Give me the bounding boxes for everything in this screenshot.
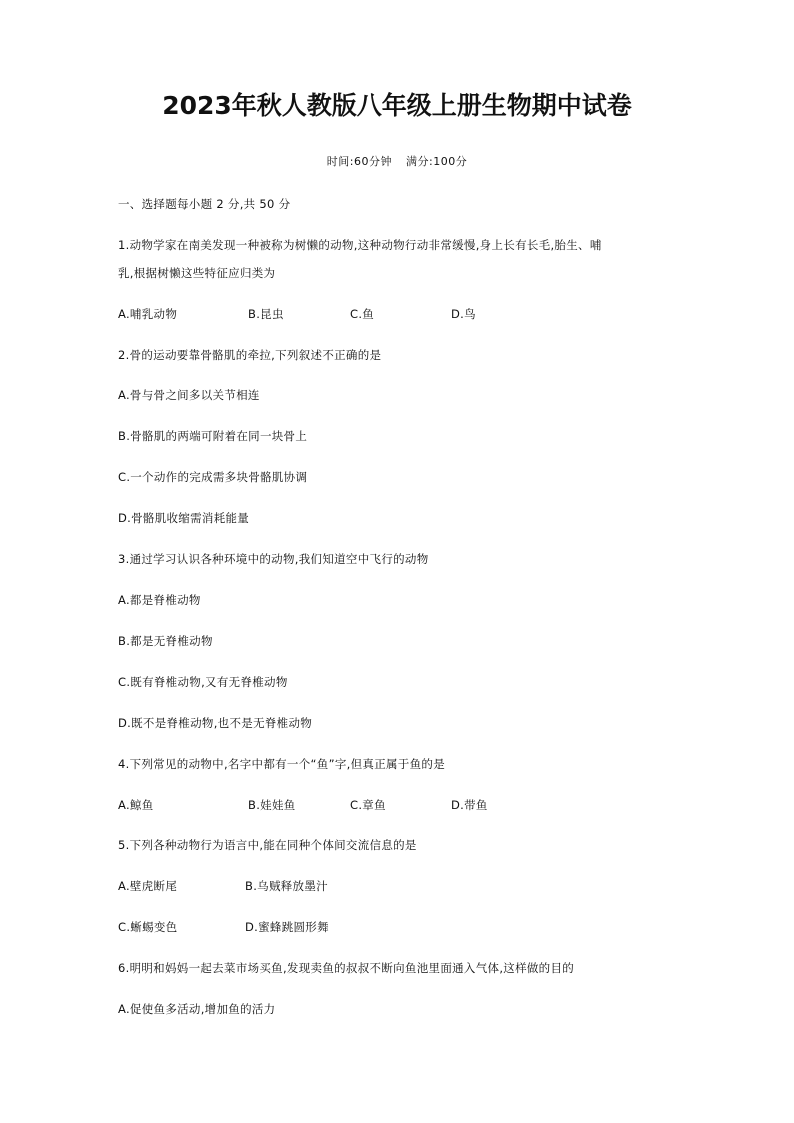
exam-score: 满分:100分 [406,155,468,168]
q2-option-a: A.骨与骨之间多以关节相连 [118,388,260,402]
q3-option-b: B.都是无脊椎动物 [118,634,213,648]
q5-option-b: B.乌贼释放墨汁 [245,879,328,893]
q2-option-b: B.骨骼肌的两端可附着在同一块骨上 [118,429,308,443]
q1-option-d: D.鸟 [451,307,476,321]
q2-option-d: D.骨骼肌收缩需消耗能量 [118,511,250,525]
q2-option-c: C.一个动作的完成需多块骨骼肌协调 [118,470,308,484]
question-5-stem: 5.下列各种动物行为语言中,能在同种个体间交流信息的是 [118,838,417,852]
exam-title: 2023年秋人教版八年级上册生物期中试卷 [162,91,632,120]
q4-option-c: C.章鱼 [350,798,386,812]
q3-option-c: C.既有脊椎动物,又有无脊椎动物 [118,675,288,689]
section-heading: 一、选择题每小题 2 分,共 50 分 [118,197,291,211]
question-6-stem: 6.明明和妈妈一起去菜市场买鱼,发现卖鱼的叔叔不断向鱼池里面通入气体,这样做的目的 [118,961,575,975]
q1-option-c: C.鱼 [350,307,375,321]
q3-option-d: D.既不是脊椎动物,也不是无脊椎动物 [118,716,313,730]
q5-option-d: D.蜜蜂跳圆形舞 [245,920,329,934]
question-1-line-2: 乳,根据树懒这些特征应归类为 [118,266,276,280]
question-2-stem: 2.骨的运动要靠骨骼肌的牵拉,下列叙述不正确的是 [118,348,382,362]
q5-option-c: C.蜥蜴变色 [118,920,178,934]
q1-option-a: A.哺乳动物 [118,307,178,321]
q4-option-b: B.娃娃鱼 [248,798,296,812]
q4-option-d: D.带鱼 [451,798,488,812]
q6-option-a: A.促使鱼多活动,增加鱼的活力 [118,1002,276,1016]
q1-option-b: B.昆虫 [248,307,284,321]
question-3-stem: 3.通过学习认识各种环境中的动物,我们知道空中飞行的动物 [118,552,429,566]
exam-time: 时间:60分钟 [326,155,392,168]
exam-meta [0,153,794,169]
question-1-line-1: 1.动物学家在南美发现一种被称为树懒的动物,这种动物行动非常缓慢,身上长有长毛,胎生、哺 [118,238,602,252]
q4-option-a: A.鲸鱼 [118,798,154,812]
q5-option-a: A.壁虎断尾 [118,879,178,893]
question-4-stem: 4.下列常见的动物中,名字中都有一个“鱼”字,但真正属于鱼的是 [118,757,445,771]
q3-option-a: A.都是脊椎动物 [118,593,201,607]
